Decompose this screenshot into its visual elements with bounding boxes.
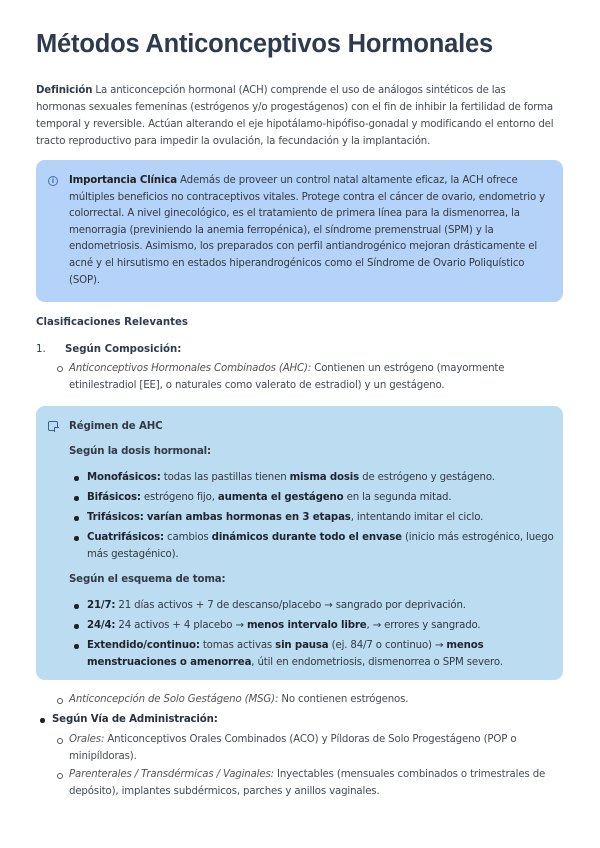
parenteral-text: Inyectables (mensuales combinados o trimestrales de depósito), implantes subdérmicos, parches y anillos vaginales. [69,769,546,797]
note-icon [48,421,58,431]
oral-text: Anticonceptivos Orales Combinados (ACO) y Píldoras de Solo Progestágeno (POP o minipíldoras). [69,734,517,762]
schedule-item [87,638,557,671]
schedule-bold: menos menstruaciones o amenorrea [87,640,484,668]
schedule-item [87,618,557,635]
msg-text: No contienen estrógenos. [278,694,409,705]
schedule-heading: Según el esquema de toma: [69,574,226,585]
circle-bullet [57,366,63,372]
regimen-title: Régimen de AHC [69,421,163,432]
composition-label: Según Composición: [65,344,182,355]
ahc-item [69,361,557,394]
page-title: Métodos Anticonceptivos Hormonales [36,30,493,58]
schedule-bold: sin pausa [275,640,329,651]
bullet-dot [74,496,79,501]
schedule-text: , → errores y sangrado. [366,620,481,631]
parenteral-term: Parenterales / Transdérmicas / Vaginales: [69,769,274,780]
dose-term: Cuatrifásicos: [87,532,164,543]
dose-text: en la segunda mitad. [343,492,452,503]
composition-item [36,344,181,355]
schedule-term: 24/4: [87,620,116,631]
circle-bullet [57,738,63,744]
schedule-bold: menos intervalo libre [246,620,367,631]
dose-bold: aumenta el gestágeno [217,492,344,503]
schedule-text: tomas activas [199,640,276,651]
dose-bold: misma dosis [289,472,360,483]
bullet-dot [74,604,79,609]
dose-text: , intentando imitar el ciclo. [350,512,484,523]
importance-body: Además de proveer un control natal altamente eficaz, la ACH ofrece múltiples beneficios no contraceptivos vitales. Protege contra el cáncer de ovario, endometrio y colorrectal. A nivel ginecológico, es el tratamiento de primera línea para la dismenorrea, la menorragia (previniendo la anemia ferropénica), el síndrome premenstrual (SPM) y la endometriosis. Asimismo, los preparados con perfil antiandrogénico mejoran drásticamente el acné y el hirsutismo en estados hiperandrogénicos como el Síndrome de Ovario Poliquístico (SOP). [69,175,546,286]
dose-item [87,470,557,487]
definition-text: La anticoncepción hormonal (ACH) comprende el uso de análogos sintéticos de las hormonas sexuales femeninas (estrógenos y/o progestágenos) con el fin de inhibir la fertilidad de forma temporal y reversible. Actúan alterando el eje hipotálamo-hipófiso-gonadal y modificando el entorno del tracto reproductivo para impedir la ovulación, la fecundación y la implantación. [36,85,554,147]
oral-item [69,732,557,765]
dose-item [87,490,557,507]
ahc-text: Contienen un estrógeno (mayormente etinilestradiol [EE], o naturales como valerato de estradiol) y un gestágeno. [69,363,505,391]
schedule-item [87,598,557,615]
definition-label: Definición [36,85,93,96]
dose-text: estrógeno fijo, [140,492,218,503]
dose-term: Trifásicos: [87,512,144,523]
oral-term: Orales: [69,734,105,745]
dose-text: cambios [163,532,212,543]
bullet-dot [74,476,79,481]
classifications-heading: Clasificaciones Relevantes [36,317,188,328]
bullet-dot [74,644,79,649]
importance-text [69,173,555,289]
importance-label: Importancia Clínica [69,175,177,186]
dose-text: todas las pastillas tienen [160,472,290,483]
bullet-dot [74,536,79,541]
dose-heading: Según la dosis hormonal: [69,446,211,457]
dose-bold: varían ambas hormonas en 3 etapas [146,512,351,523]
msg-item [69,692,557,709]
msg-term: Anticoncepción de Solo Gestágeno (MSG): [69,694,279,705]
parenteral-item [69,767,559,800]
dose-term: Monofásicos: [87,472,161,483]
ahc-term: Anticonceptivos Hormonales Combinados (AHC): [69,363,312,374]
list-number: 1. [36,344,46,355]
schedule-term: 21/7: [87,600,116,611]
schedule-text: (ej. 84/7 o continuo) → [328,640,447,651]
dose-text: (inicio más estrogénico, luego más gestagénico). [87,532,554,560]
dose-item [87,530,555,563]
schedule-text: 24 activos + 4 placebo → [115,620,247,631]
info-icon: i [48,176,58,186]
dose-bold: dinámicos durante todo el envase [211,532,402,543]
dose-item [87,510,557,527]
definition-paragraph [36,82,556,150]
circle-bullet [57,698,63,704]
circle-bullet [57,773,63,779]
schedule-text: , útil en endometriosis, dismenorrea o SPM severo. [251,656,503,668]
schedule-term: Extendido/continuo: [87,640,200,651]
bullet-dot [40,718,45,723]
bullet-dot [74,624,79,629]
schedule-text: 21 días activos + 7 de descanso/placebo → sangrado por deprivación. [115,600,466,611]
dose-text: de estrógeno y gestágeno. [359,472,495,483]
dose-term: Bifásicos: [87,492,141,503]
bullet-dot [74,516,79,521]
administration-label: Según Vía de Administración: [52,714,218,725]
